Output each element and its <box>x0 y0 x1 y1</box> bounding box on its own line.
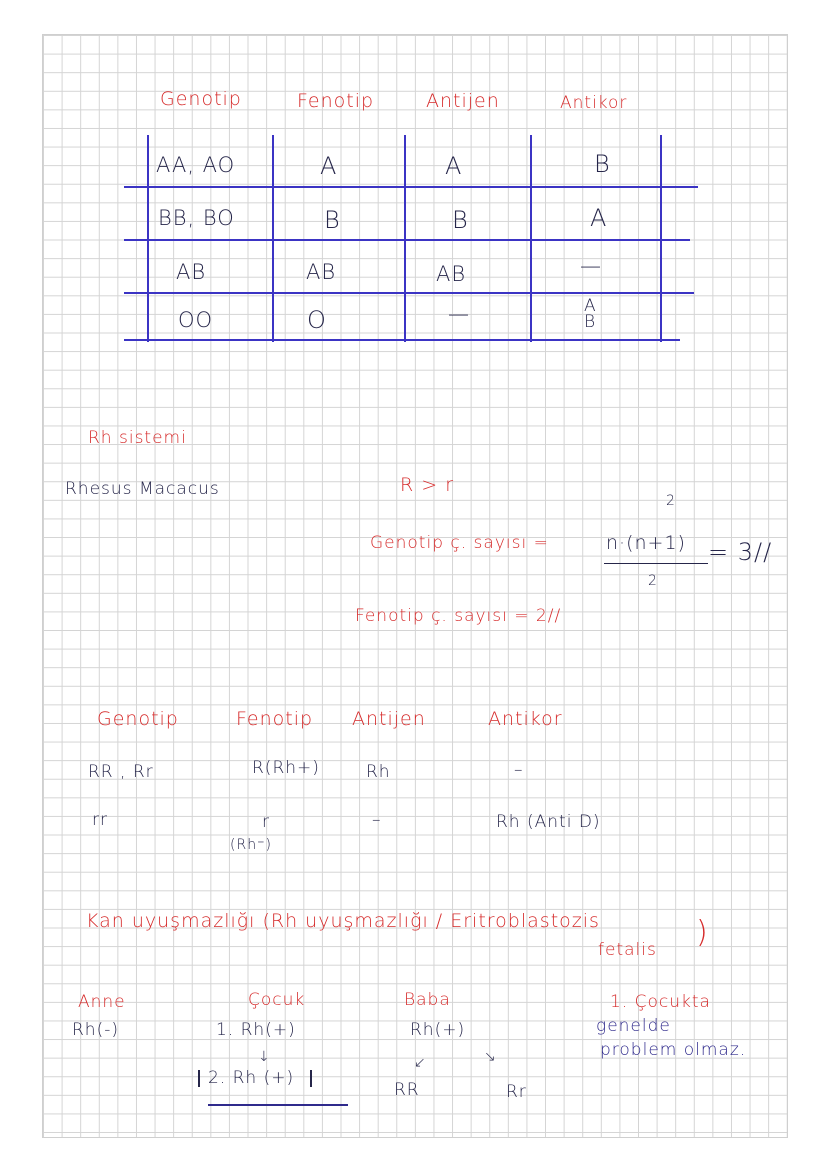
rh-cell: – <box>372 810 382 830</box>
down-arrow-icon: ↓ <box>258 1049 271 1065</box>
father-child-genotype: RR <box>394 1080 420 1100</box>
rh-cell: RR , Rr <box>88 762 154 782</box>
abo-cell: A <box>445 152 463 180</box>
genotype-count-result: = 3// <box>708 538 773 566</box>
rh-cell: – <box>514 760 524 780</box>
rh-header-antigen: Antijen <box>352 708 426 730</box>
mother-label: Anne <box>78 992 126 1012</box>
abo-cell: B <box>324 206 341 234</box>
fraction-bar <box>604 563 708 564</box>
arrow-down-left-icon: ↙ <box>414 1055 427 1071</box>
child-first: 1. Rh(+) <box>216 1020 296 1040</box>
closing-paren: ) <box>696 915 709 950</box>
rh-cell: R(Rh+) <box>252 758 320 778</box>
abo-header-genotype: Genotip <box>160 88 242 110</box>
rh-header-phenotype: Fenotip <box>236 708 314 730</box>
abo-cell: A <box>590 204 608 232</box>
abo-header-phenotype: Fenotip <box>297 90 375 112</box>
rh-cell: Rh (Anti D) <box>496 812 601 832</box>
rh-cell: rr <box>92 810 108 830</box>
abo-header-antibody: Antikor <box>560 93 628 113</box>
rh-title: Rh sistemi <box>88 428 187 448</box>
incompatibility-title-cont: fetalis <box>598 940 657 960</box>
abo-cell: O <box>307 306 327 334</box>
phenotype-count: Fenotip ç. sayısı = 2// <box>355 606 562 626</box>
rh-header-antibody: Antikor <box>488 708 563 730</box>
rh-cell-note: (Rh⁻) <box>230 837 272 853</box>
abo-cell: A B <box>584 296 597 332</box>
incompatibility-title: Kan uyuşmazlığı (Rh uyuşmazlığı / Eritroblastozis <box>86 910 600 932</box>
child-label: Çocuk <box>248 990 306 1010</box>
mother-value: Rh(-) <box>72 1020 119 1040</box>
rh-cell: r <box>262 812 270 832</box>
underline <box>208 1104 348 1106</box>
abo-header-antigen: Antijen <box>426 90 500 112</box>
abo-cell: BB, BO <box>158 206 235 230</box>
father-child-genotype: Rr <box>506 1082 527 1102</box>
father-label: Baba <box>404 990 451 1010</box>
genotype-count-denominator: 2 <box>648 573 658 589</box>
abo-table-hline <box>124 239 690 241</box>
abo-cell: A <box>320 152 338 180</box>
rh-subtitle: Rhesus Macacus <box>65 479 220 499</box>
note-line: problem olmaz. <box>600 1040 747 1060</box>
note-line: genelde <box>596 1016 671 1036</box>
rh-cell: Rh <box>366 762 391 782</box>
note-line: 1. Çocukta <box>610 992 711 1012</box>
rh-header-genotype: Genotip <box>97 708 179 730</box>
abo-cell: AB <box>176 260 207 284</box>
abo-table-hline <box>124 292 694 294</box>
genotype-count-exponent: 2 <box>666 493 676 509</box>
abo-cell: AB <box>436 262 467 286</box>
genotype-count-numerator: n·(n+1) <box>606 532 686 554</box>
abo-cell: B <box>594 150 611 178</box>
abo-cell: AA, AO <box>156 153 236 177</box>
abo-cell: — <box>448 302 470 326</box>
abo-cell: B <box>452 206 469 234</box>
abo-table-hline <box>124 339 680 341</box>
abo-table-hline <box>124 186 698 188</box>
father-value: Rh(+) <box>410 1020 466 1040</box>
genotype-count-label: Genotip ç. sayısı = <box>370 533 549 553</box>
rh-dominance: R > r <box>400 474 455 496</box>
abo-cell: — <box>580 254 602 278</box>
abo-cell: OO <box>178 308 214 332</box>
arrow-down-right-icon: ↘ <box>484 1049 497 1065</box>
grid-paper <box>42 34 788 1138</box>
abo-cell: AB <box>306 260 337 284</box>
child-second: 2. Rh (+) <box>198 1070 312 1087</box>
